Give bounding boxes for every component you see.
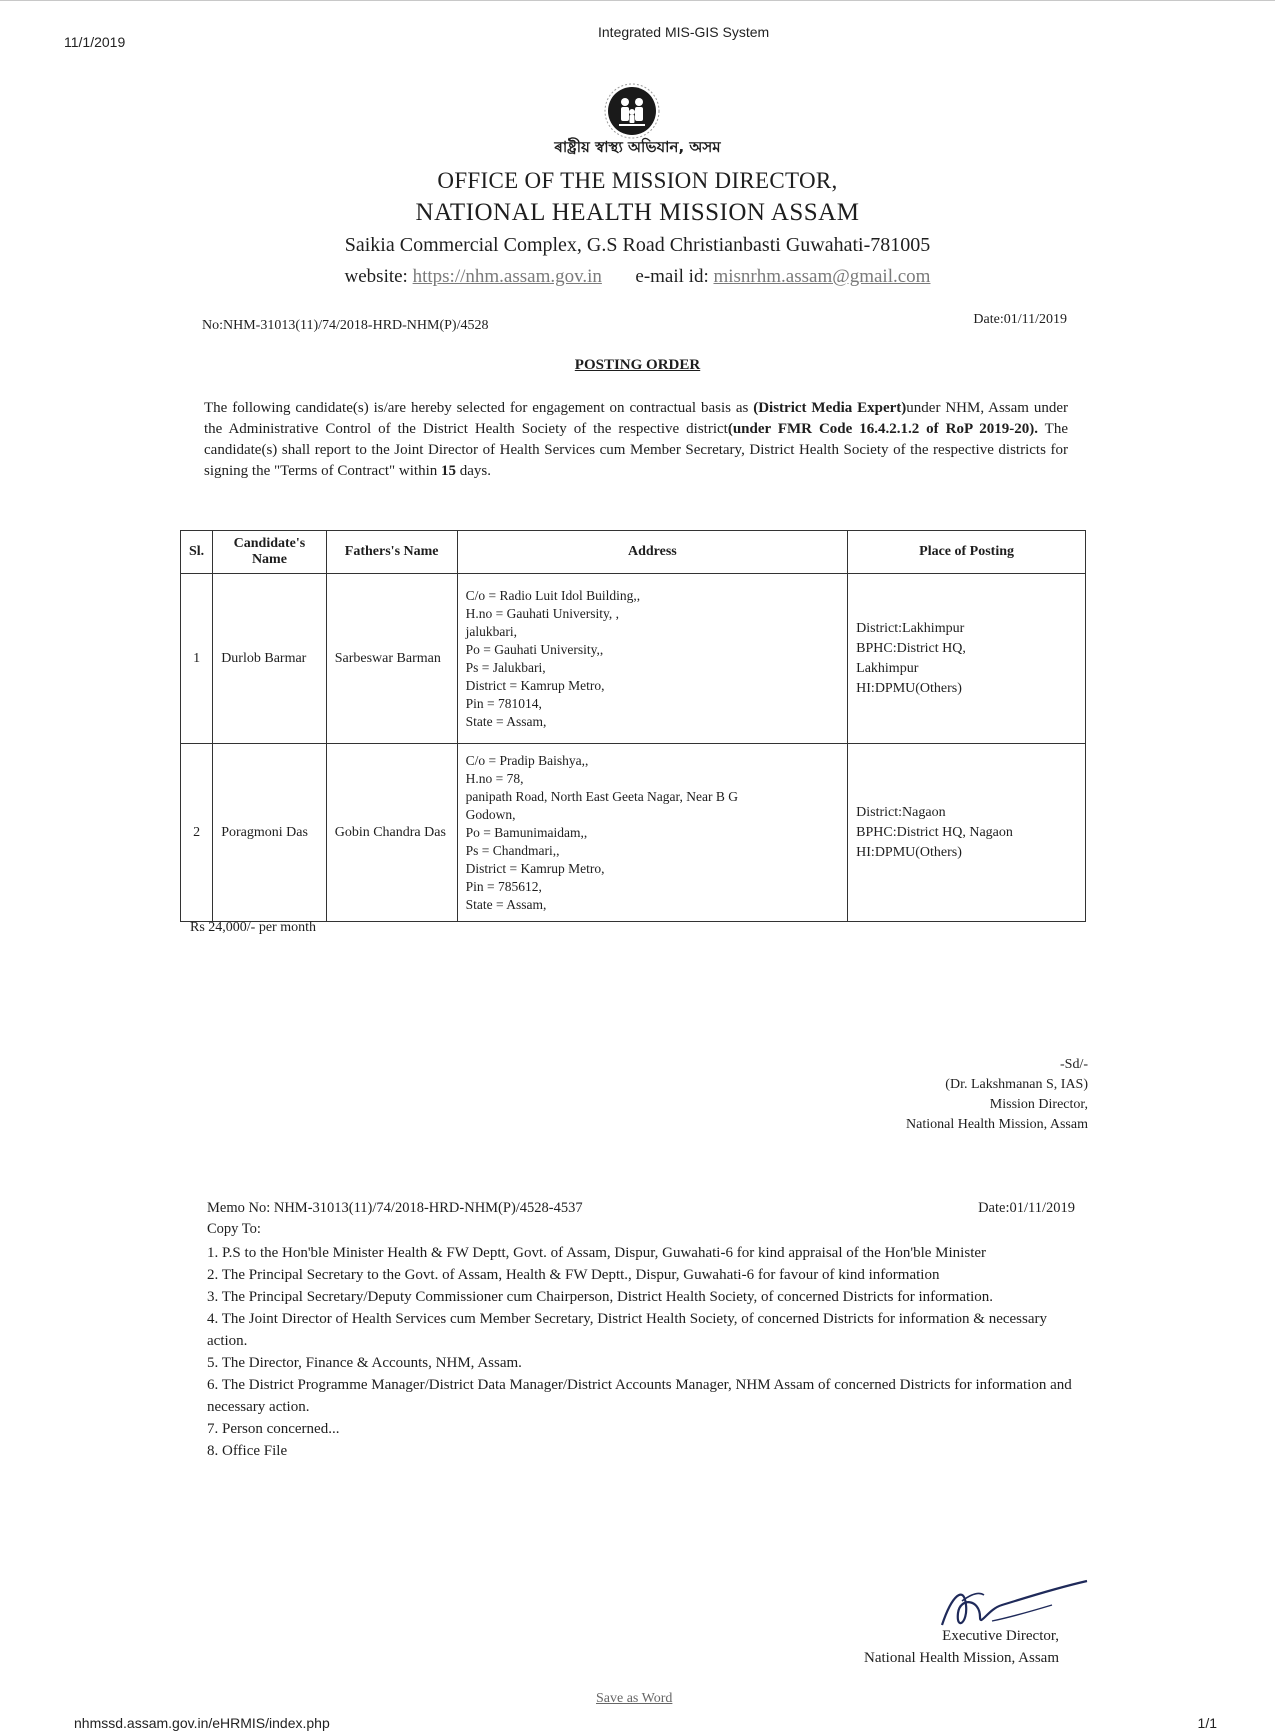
list-item: 5. The Director, Finance & Accounts, NHM, Assam. — [207, 1355, 522, 1371]
posting-order-heading: POSTING ORDER — [574, 357, 701, 373]
page-top-rule — [0, 0, 1275, 1]
table-header-row — [181, 531, 1086, 574]
list-item: 2. The Principal Secretary to the Govt. of Assam, Health & FW Deptt., Dispur, Guwahati-6 for favour of kind information — [207, 1267, 940, 1283]
list-item: 7. Person concerned... — [207, 1421, 340, 1437]
print-page-title: Integrated MIS-GIS System — [598, 24, 770, 40]
posting-cell: District:Lakhimpur BPHC:District HQ, Lakhimpur HI:DPMU(Others) — [848, 574, 1086, 744]
memo-number: Memo No: NHM-31013(11)/74/2018-HRD-NHM(P)/4528-4537 — [207, 1200, 583, 1216]
reference-number: No:NHM-31013(11)/74/2018-HRD-NHM(P)/4528 — [202, 318, 489, 333]
mission-director-signature-block — [906, 1055, 1088, 1135]
signatory-org: National Health Mission, Assam — [906, 1117, 1088, 1132]
candidate-name-cell: Poragmoni Das — [213, 744, 327, 922]
office-title-line2: NATIONAL HEALTH MISSION ASSAM — [415, 199, 860, 226]
print-url: nhmssd.assam.gov.in/eHRMIS/index.php — [74, 1715, 330, 1731]
website-link[interactable]: https://nhm.assam.gov.in — [412, 266, 602, 287]
signatory-name: (Dr. Lakshmanan S, IAS) — [945, 1077, 1088, 1092]
nhm-logo-icon — [601, 78, 663, 140]
copy-to-label: Copy To: — [207, 1221, 261, 1237]
print-date: 11/1/2019 — [64, 34, 126, 50]
executive-director-signature-block — [864, 1625, 1059, 1669]
table-row — [181, 744, 1086, 922]
office-title-line1: OFFICE OF THE MISSION DIRECTOR, — [437, 168, 838, 193]
assamese-title: ৰাষ্ট্ৰীয় স্বাস্থ্য অভিযান, অসম — [554, 138, 721, 156]
pay-scale: Rs 24,000/- per month — [190, 920, 316, 935]
list-item: 8. Office File — [207, 1443, 288, 1459]
list-item: 4. The Joint Director of Health Services cum Member Secretary, District Health Society, of concerned Districts for information & necessary action. — [207, 1311, 1048, 1349]
candidate-name-cell: Durlob Barmar — [213, 574, 327, 744]
serial-cell: 1 — [181, 574, 213, 744]
column-header: Address — [457, 531, 848, 574]
address-cell: C/o = Pradip Baishya,, H.no = 78, panipath Road, North East Geeta Nagar, Near B G Godown, Po = Bamunimaidam,, Ps = Chandmari,, District = Kamrup Metro, Pin = 785612, State = Assam, — [457, 744, 848, 922]
column-header: Place of Posting — [848, 531, 1086, 574]
office-address: Saikia Commercial Complex, G.S Road Christianbasti Guwahati-781005 — [344, 234, 931, 256]
sd-mark: -Sd/- — [1060, 1057, 1088, 1072]
column-header: Sl. — [181, 531, 213, 574]
reference-date: Date:01/11/2019 — [973, 312, 1067, 327]
father-name-cell: Gobin Chandra Das — [326, 744, 457, 922]
list-item: 6. The District Programme Manager/District Data Manager/District Accounts Manager, NHM Assam of concerned Districts for information and necessary action. — [207, 1377, 1072, 1415]
website-label: website: — [344, 266, 408, 287]
signatory-org: National Health Mission, Assam — [864, 1650, 1059, 1666]
address-cell: C/o = Radio Luit Idol Building,, H.no = Gauhati University, , jalukbari, Po = Gauhati University,, Ps = Jalukbari, District = Kamrup Metro, Pin = 781014, State = Assam, — [457, 574, 848, 744]
table-row — [181, 574, 1086, 744]
father-name-cell: Sarbeswar Barman — [326, 574, 457, 744]
posting-cell: District:Nagaon BPHC:District HQ, Nagaon HI:DPMU(Others) — [848, 744, 1086, 922]
contact-line — [0, 266, 1275, 288]
list-item: 3. The Principal Secretary/Deputy Commissioner cum Chairperson, District Health Society, of concerned Districts for information. — [207, 1289, 994, 1305]
column-header: Candidate's Name — [213, 531, 327, 574]
posting-table — [180, 530, 1086, 922]
list-item: 1. P.S to the Hon'ble Minister Health & FW Deptt, Govt. of Assam, Dispur, Guwahati-6 for kind appraisal of the Hon'ble Minister — [207, 1245, 987, 1261]
email-label: e-mail id: — [635, 266, 709, 287]
signatory-designation: Mission Director, — [989, 1097, 1088, 1112]
order-paragraph: The following candidate(s) is/are hereby selected for engagement on contractual basis as (District Media Expert)under NHM, Assam under the Administrative Control of the District Health Society of the respective district(under FMR Code 16.4.2.1.2 of RoP 2019-20). The candidate(s) shall report to the Joint Director of Health Services cum Member Secretary, District Health Society of the respective districts for signing the "Terms of Contract" within 15 days. — [204, 400, 1068, 479]
copy-to-list — [207, 1242, 1079, 1462]
memo-date: Date:01/11/2019 — [978, 1200, 1075, 1216]
save-as-word-link[interactable]: Save as Word — [596, 1691, 673, 1706]
column-header: Fathers's Name — [326, 531, 457, 574]
email-link[interactable]: misnrhm.assam@gmail.com — [713, 266, 931, 287]
signatory-designation: Executive Director, — [942, 1628, 1059, 1644]
print-page-number: 1/1 — [1197, 1715, 1217, 1731]
serial-cell: 2 — [181, 744, 213, 922]
